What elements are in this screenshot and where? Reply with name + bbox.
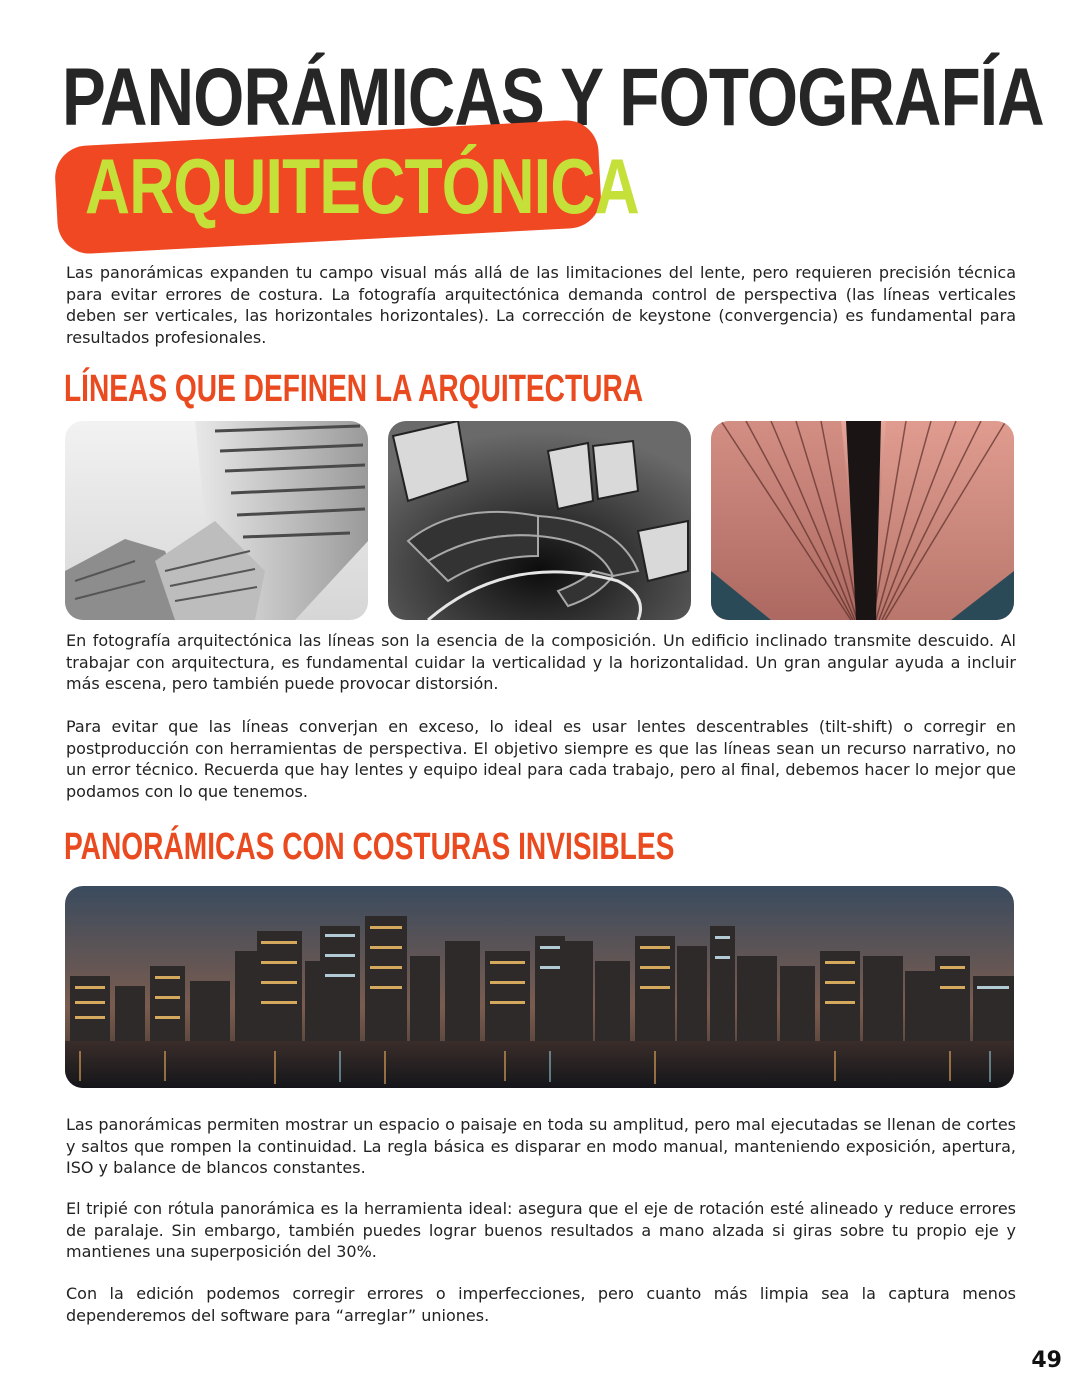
section2-paragraph-1: Las panorámicas permiten mostrar un espacio o paisaje en toda su amplitud, pero mal ejecutadas se llenan de cortes y saltos que rompen la continuidad. La regla básica es disparar en modo manual, manteniendo exposición, apertura, ISO y balance de blancos constantes. [66,1115,1016,1177]
spiral-staircase-image [388,421,691,620]
photo-night-skyline-panorama [65,886,1014,1088]
page-number: 49 [1031,1348,1062,1373]
section2-paragraph-2: El tripié con rótula panorámica es la herramienta ideal: asegura que el eje de rotación esté alineado y reduce errores de paralaje. Sin embargo, también puedes lograr buenos resultados a mano alzada si giras sobre tu propio eje y mantienes una superposición del 30%. [66,1199,1016,1261]
night-skyline-image [65,886,1014,1088]
low-angle-buildings-image [65,421,368,620]
intro-paragraph: Las panorámicas expanden tu campo visual más allá de las limitaciones del lente, pero requieren precisión técnica para evitar errores de costura. La fotografía arquitectónica demanda control de perspectiva (las líneas verticales deben ser verticales, las horizontales horizontales). La corrección de keystone (convergencia) es fundamental para resultados profesionales. [66,263,1016,347]
page-title-highlight: ARQUITECTÓNICA [85,142,639,230]
photo-low-angle-buildings [65,421,368,620]
section-heading-panoramas: PANORÁMICAS CON COSTURAS INVISIBLES [64,826,675,868]
section1-paragraph-2: Para evitar que las líneas converjan en exceso, lo ideal es usar lentes descentrables (tilt-shift) o corregir en postproducción con herramientas de perspectiva. El objetivo siempre es que las líneas sean un recurso narrativo, no un error técnico. Recuerda que hay lentes y equipo ideal para cada trabajo, pero al final, debemos hacer lo mejor que podamos con lo que tenemos. [66,717,1016,801]
section1-paragraph-1: En fotografía arquitectónica las líneas son la esencia de la composición. Un edificio inclinado transmite descuido. Al trabajar con arquitectura, es fundamental cuidar la verticalidad y la horizontalidad. Un gran angular ayuda a incluir más escena, pero también puede provocar distorsión. [66,631,1016,693]
photo-spiral-staircase [388,421,691,620]
section2-paragraph-3: Con la edición podemos corregir errores o imperfecciones, pero cuanto más limpia sea la captura menos dependeremos del software para “arreglar” uniones. [66,1284,1016,1325]
section-heading-lines: LÍNEAS QUE DEFINEN LA ARQUITECTURA [64,368,644,410]
photo-pink-atrium [711,421,1014,620]
pink-atrium-image [711,421,1014,620]
page-title: PANORÁMICAS Y FOTOGRAFÍA [62,52,1044,143]
